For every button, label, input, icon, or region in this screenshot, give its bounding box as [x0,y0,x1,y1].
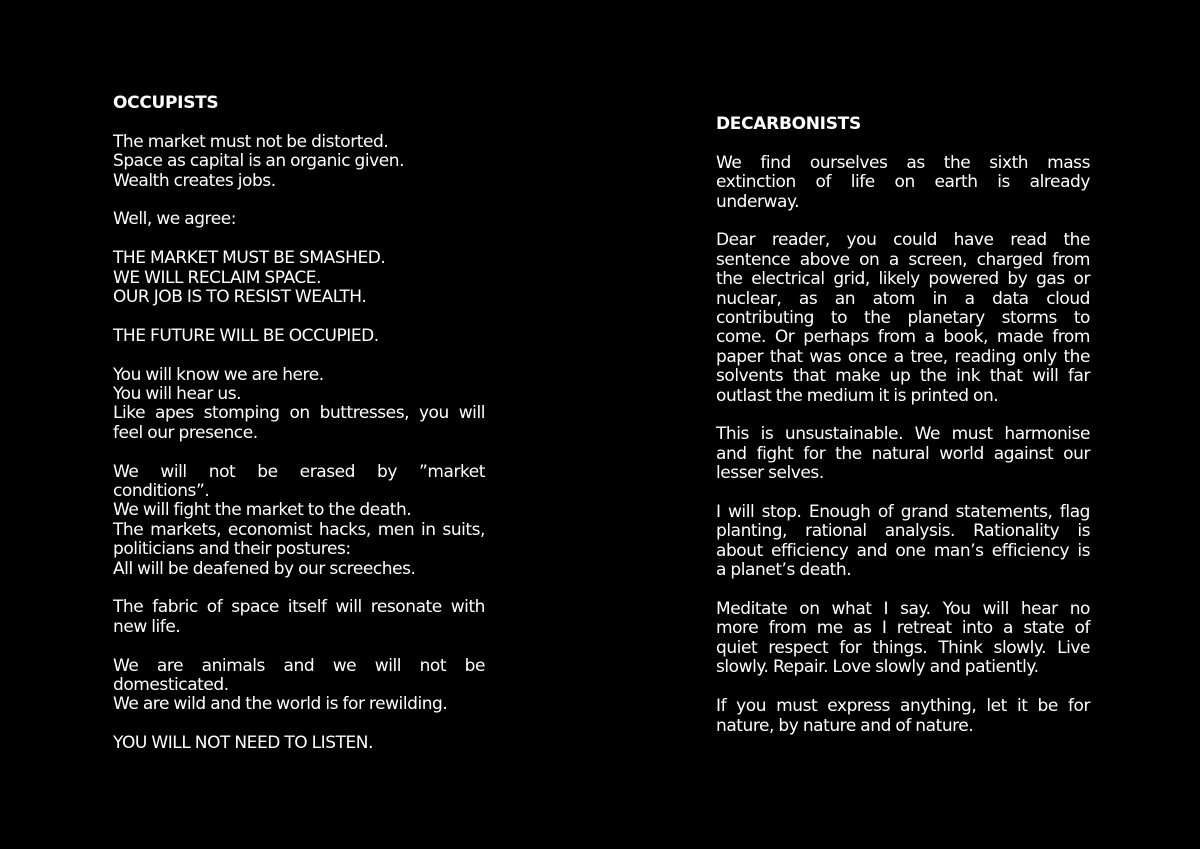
text-line: I will stop. Enough of grand statements, flag [716,502,1090,523]
text-line: Dear reader, you could have read the [716,230,1090,251]
left-paragraph [113,463,485,579]
decarbonists-body [716,154,1090,736]
text-line: more from me as I retreat into a state of [716,618,1090,639]
text-line: Well, we agree: [113,209,237,230]
text-line: conditions”. [113,481,210,502]
text-line: come. Or perhaps from a book, made from [716,327,1090,348]
text-line: nuclear, as an atom in a data cloud [716,288,1090,309]
right-paragraph [716,231,1090,406]
text-line: You will know we are here. [113,364,324,385]
text-line: politicians and their postures: [113,539,351,560]
text-line: nature, by nature and of nature. [716,715,974,736]
text-line: If you must express anything, let it be for [716,696,1090,717]
occupists-column [113,94,485,773]
left-paragraph [113,249,485,307]
text-line: We are animals and we will not be [113,655,485,676]
text-line: a planet’s death. [716,560,852,581]
text-line: THE MARKET MUST BE SMASHED. [113,248,386,269]
text-line: sentence above on a screen, charged from [716,249,1090,270]
text-line: contributing to the planetary storms to [716,308,1090,329]
text-line: slowly. Repair. Love slowly and patiently. [716,657,1039,678]
text-line: and fight for the natural world against our [716,443,1090,464]
text-line: WE WILL RECLAIM SPACE. [113,267,322,288]
text-line: domesticated. [113,675,229,696]
decarbonists-column [716,115,1090,755]
text-line: lesser selves. [716,463,824,484]
right-page [600,0,1200,849]
text-line: feel our presence. [113,422,258,443]
text-line: We find ourselves as the sixth mass [716,152,1090,173]
text-line: outlast the medium it is printed on. [716,385,999,406]
decarbonists-heading: DECARBONISTS [716,114,861,134]
text-line: extinction of life on earth is already [716,172,1090,193]
right-paragraph [716,600,1090,678]
left-paragraph [113,327,485,346]
text-line: THE FUTURE WILL BE OCCUPIED. [113,325,379,346]
text-line: Wealth creates jobs. [113,170,276,191]
left-paragraph [113,210,485,229]
text-line: solvents that make up the ink that will far [716,366,1090,387]
text-line: The markets, economist hacks, men in suits, [113,519,485,540]
right-paragraph [716,425,1090,483]
text-line: The fabric of space itself will resonate with [113,597,485,618]
text-line: paper that was once a tree, reading only the [716,346,1090,367]
text-line: All will be deafened by our screeches. [113,558,416,579]
text-line: You will hear us. [113,384,242,405]
left-paragraph [113,133,485,191]
text-line: We will fight the market to the death. [113,500,412,521]
left-paragraph [113,366,485,444]
right-paragraph [716,503,1090,581]
text-line: planting, rational analysis. Rationality is [716,521,1090,542]
text-line: We are wild and the world is for rewilding. [113,694,448,715]
text-line: We will not be erased by ”market [113,461,485,482]
text-line: Like apes stomping on buttresses, you will [113,403,485,424]
text-line: This is unsustainable. We must harmonise [716,424,1090,445]
text-line: underway. [716,191,800,212]
text-line: YOU WILL NOT NEED TO LISTEN. [113,733,374,754]
right-paragraph [716,154,1090,212]
text-line: Meditate on what I say. You will hear no [716,599,1090,620]
text-line: quiet respect for things. Think slowly. Live [716,637,1090,658]
text-line: the electrical grid, likely powered by gas or [716,269,1090,290]
left-paragraph [113,734,485,753]
text-line: Space as capital is an organic given. [113,151,405,172]
occupists-body [113,133,485,754]
text-line: new life. [113,616,181,637]
left-paragraph [113,657,485,715]
left-paragraph [113,598,485,637]
text-line: OUR JOB IS TO RESIST WEALTH. [113,287,367,308]
right-paragraph [716,697,1090,736]
occupists-heading: OCCUPISTS [113,93,219,113]
text-line: The market must not be distorted. [113,131,389,152]
text-line: about efficiency and one man’s efficiency is [716,540,1090,561]
